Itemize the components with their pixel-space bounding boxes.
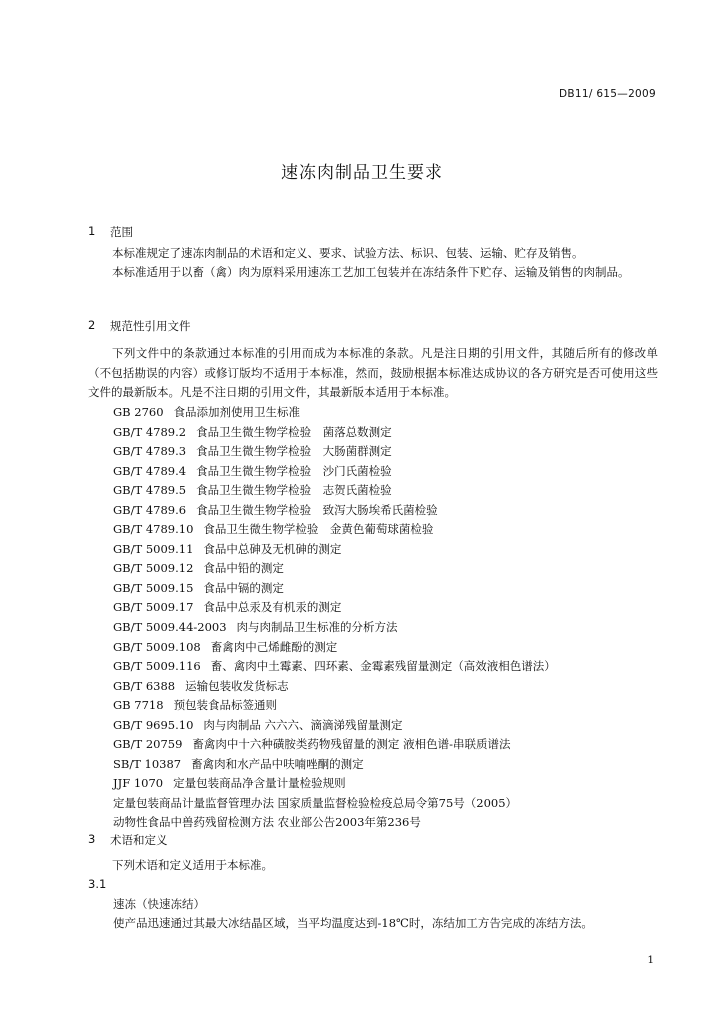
section-title: 规范性引用文件: [110, 319, 191, 333]
reference-item: GB/T 5009.108 畜禽肉中己烯雌酚的测定: [113, 639, 338, 654]
reference-item: JJF 1070 定量包装商品净含量计量检验规则: [113, 776, 346, 791]
reference-item: GB/T 20759 畜禽肉中十六种磺胺类药物残留量的测定 液相色谱-串联质谱法: [113, 737, 511, 752]
reference-item: GB/T 5009.116 畜、禽肉中土霉素、四环素、金霉素残留量测定（高效液相色谱法）: [113, 659, 556, 674]
page-number: 1: [647, 954, 654, 966]
reference-item: GB/T 5009.12 食品中铅的测定: [113, 561, 284, 576]
reference-item: GB/T 4789.10 食品卫生微生物学检验 金黄色葡萄球菌检验: [113, 522, 434, 537]
reference-item: GB 2760 食品添加剂使用卫生标准: [113, 405, 301, 419]
reference-item: GB/T 5009.15 食品中镉的测定: [113, 580, 284, 595]
section-number: 3: [88, 832, 96, 846]
section-1-paragraph-2: 本标准适用于以畜（禽）肉为原料采用速冻工艺加工包装并在冻结条件下贮存、运输及销售的肉制品。: [112, 265, 630, 279]
reference-item: GB/T 5009.44-2003 肉与肉制品卫生标准的分析方法: [113, 620, 398, 635]
term-name: 速冻（快速冻结）: [113, 897, 205, 911]
reference-item: GB/T 4789.5 食品卫生微生物学检验 志贺氏菌检验: [113, 483, 392, 498]
document-title: 速冻肉制品卫生要求: [281, 163, 443, 183]
reference-item: GB/T 4789.3 食品卫生微生物学检验 大肠菌群测定: [113, 444, 392, 459]
section-number: 2: [88, 318, 96, 332]
document-code: DB11/ 615—2009: [559, 88, 656, 100]
section-3-heading: [88, 832, 168, 848]
term-definition: 使产品迅速通过其最大冰结晶区域，当平均温度达到-18℃时，冻结加工方告完成的冻结方法。: [113, 916, 593, 930]
section-3-intro: 下列术语和定义适用于本标准。: [112, 858, 273, 872]
section-1-heading: [88, 224, 133, 240]
reference-item: GB/T 9695.10 肉与肉制品 六六六、滴滴涕残留量测定: [113, 717, 403, 732]
reference-item: GB/T 4789.4 食品卫生微生物学检验 沙门氏菌检验: [113, 463, 392, 478]
section-2-intro: 下列文件中的条款通过本标准的引用而成为本标准的条款。凡是注日期的引用文件，其随后所有的修改单（不包括勘误的内容）或修订版均不适用于本标准，然而，鼓励根据本标准达成协议的各方研究是否可使用这些文件的最新版本。凡是不注日期的引用文件，其最新版本适用于本标准。: [88, 346, 658, 399]
reference-item: GB/T 4789.2 食品卫生微生物学检验 菌落总数测定: [113, 424, 392, 439]
section-2-heading: [88, 318, 191, 334]
reference-item: 动物性食品中兽药残留检测方法 农业部公告2003年第236号: [113, 815, 421, 830]
term-number: 3.1: [88, 877, 107, 891]
section-title: 术语和定义: [110, 833, 168, 847]
reference-item: SB/T 10387 畜禽肉和水产品中呋喃唑酮的测定: [113, 756, 364, 771]
reference-item: GB 7718 预包装食品标签通则: [113, 698, 278, 713]
reference-item: GB/T 5009.11 食品中总砷及无机砷的测定: [113, 541, 342, 556]
section-title: 范围: [110, 225, 133, 239]
section-number: 1: [88, 224, 96, 238]
reference-item: GB/T 5009.17 食品中总汞及有机汞的测定: [113, 600, 342, 615]
section-1-paragraph-1: 本标准规定了速冻肉制品的术语和定义、要求、试验方法、标识、包装、运输、贮存及销售。: [112, 246, 584, 260]
normative-reference-list: [113, 403, 556, 833]
reference-item: 定量包装商品计量监督管理办法 国家质量监督检验检疫总局令第75号（2005）: [113, 795, 518, 810]
reference-item: GB/T 4789.6 食品卫生微生物学检验 致泻大肠埃希氏菌检验: [113, 502, 438, 517]
reference-item: GB/T 6388 运输包装收发货标志: [113, 678, 289, 693]
